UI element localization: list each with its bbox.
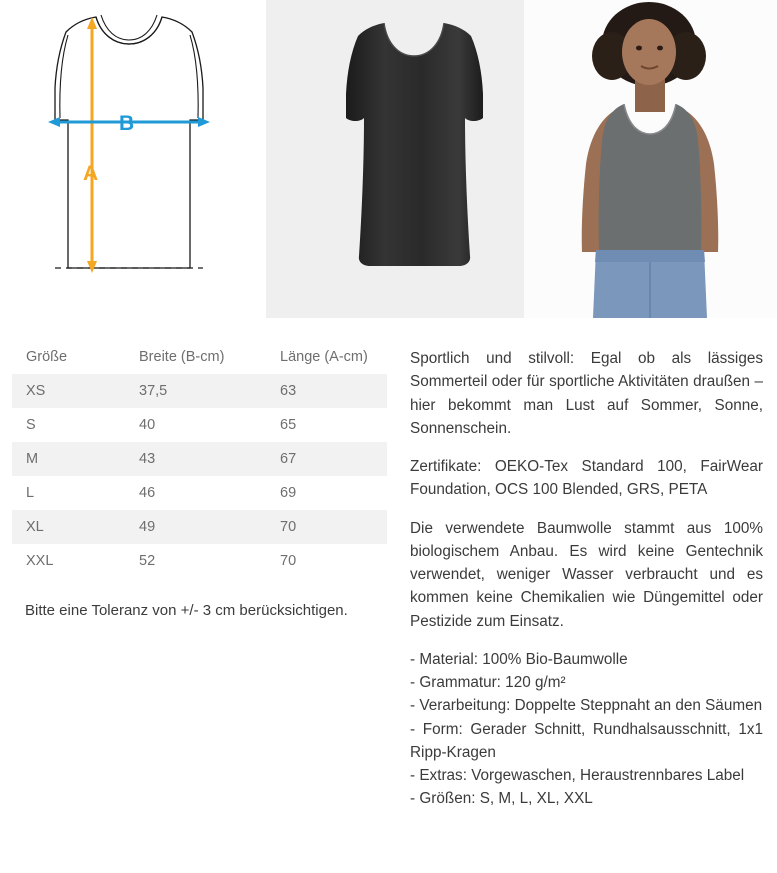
size-table [12,340,387,578]
cell-length: 63 [266,374,387,408]
cell-size: L [26,485,35,501]
description-certificates: Zertifikate: OEKO-Tex Standard 100, FairWear Foundation, OCS 100 Blended, GRS, PETA [410,458,763,499]
list-item: - Grammatur: 120 g/m² [410,674,566,691]
cell-width: 52 [139,553,156,569]
list-item: - Form: Gerader Schnitt, Rundhalsausschnitt, 1x1 Ripp-Kragen [410,720,763,761]
table-row [12,442,387,476]
table-row [12,374,387,408]
spec-list [410,648,763,811]
product-photo-panel [266,0,524,318]
list-item: - Verarbeitung: Doppelte Steppnaht an den Säumen [410,697,763,715]
cell-size: XXL [26,553,54,569]
cell-length: 70 [266,510,387,544]
cell-size: XS [12,374,125,408]
product-photo [266,0,524,318]
cell-length: 70 [280,553,297,569]
description-cotton: Die verwendete Baumwolle stammt aus 100% biologischem Anbau. Es wird keine Gentechnik verwendet, weniger Wasser verbraucht und es kommen keine Chemikalien wie Düngemittel oder Pestizide zum Einsatz. [410,519,763,630]
model-photo [524,0,777,318]
cell-width: 37,5 [125,374,266,408]
cell-width: 49 [125,510,266,544]
list-item: - Material: 100% Bio-Baumwolle [410,650,628,668]
column-header-width: Breite (B-cm) [125,340,266,374]
cell-length: 69 [280,485,297,501]
cell-width: 46 [139,485,156,501]
description-intro: Sportlich und stilvoll: Egal ob als lässiges Sommerteil oder für sportliche Aktivitäten draußen – hier bekommt man Lust auf Sommer, Sonne, Sonnenschein. [410,350,763,437]
measurement-label-b: B [119,112,135,135]
list-item: - Extras: Vorgewaschen, Heraustrennbares Label [410,767,745,784]
content-area [0,318,777,811]
cell-size: XL [12,510,125,544]
table-row [12,476,387,510]
product-photo-svg [266,0,524,318]
column-header-length: Länge (A-cm) [266,340,387,374]
cell-size: S [26,417,36,433]
cell-width: 43 [125,442,266,476]
table-header-row [12,340,387,374]
measurement-diagram-panel [0,0,266,318]
table-row [12,544,387,578]
size-table-column [0,318,399,811]
tolerance-note: Bitte eine Toleranz von +/- 3 cm berücksichtigen. [25,602,348,619]
measurement-diagram-svg [0,0,266,318]
cell-size: M [12,442,125,476]
product-image-row [0,0,777,318]
cell-width: 40 [139,417,156,433]
cell-length: 65 [280,417,297,433]
column-header-size: Größe [12,340,125,374]
cell-length: 67 [266,442,387,476]
measurement-label-a: A [83,162,99,185]
table-row [12,408,387,442]
table-row [12,510,387,544]
model-photo-panel [524,0,777,318]
description-column [399,318,777,811]
model-photo-svg [524,0,777,318]
list-item: - Größen: S, M, L, XL, XXL [410,790,593,808]
